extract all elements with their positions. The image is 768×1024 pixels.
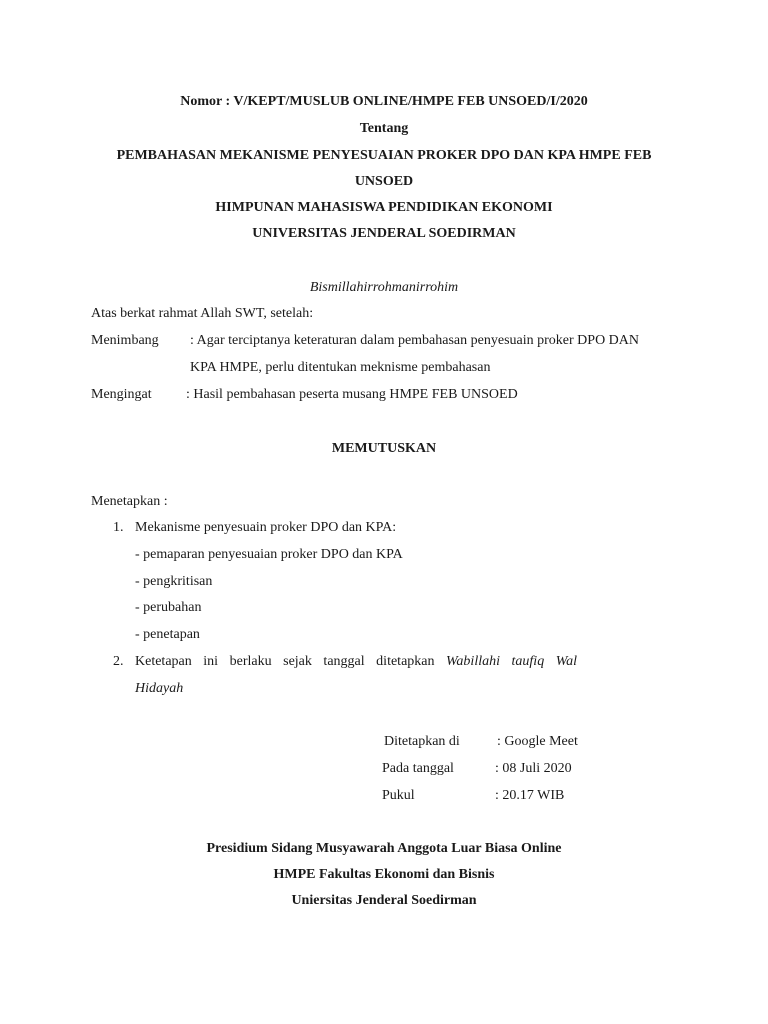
detail-label: Pukul — [382, 788, 415, 803]
list-item: - perubahan — [135, 600, 202, 615]
mengingat-label: Mengingat — [91, 387, 152, 402]
mengingat-text: : Hasil pembahasan peserta musang HMPE FEB UNSOED — [186, 387, 518, 402]
intro-text: Atas berkat rahmat Allah SWT, setelah: — [91, 306, 314, 321]
detail-label: Pada tanggal — [382, 761, 454, 776]
memutuskan-heading: MEMUTUSKAN — [331, 441, 437, 456]
signatory-line-1: Presidium Sidang Musyawarah Anggota Luar Biasa Online — [206, 841, 562, 856]
list-item: - pemaparan penyesuaian proker DPO dan KPA — [135, 547, 403, 562]
signatory-line-2: HMPE Fakultas Ekonomi dan Bisnis — [273, 867, 495, 882]
menimbang-label: Menimbang — [91, 333, 159, 348]
tentang-label: Tentang — [359, 121, 409, 136]
list-item: - pengkritisan — [135, 574, 213, 589]
bismillah: Bismillahirrohmanirrohim — [309, 280, 459, 295]
subject-line-2: UNSOED — [354, 174, 414, 189]
item-2-plain-text: Ketetapan ini berlaku sejak tanggal ditetapkan — [135, 654, 435, 669]
subject-line-1: PEMBAHASAN MEKANISME PENYESUAIAN PROKER DPO DAN KPA HMPE FEB — [116, 148, 652, 163]
detail-label: Ditetapkan di — [384, 734, 460, 749]
org-line-1: HIMPUNAN MAHASISWA PENDIDIKAN EKONOMI — [215, 200, 553, 215]
item-1-number: 1. — [113, 520, 124, 535]
menimbang-text-2: KPA HMPE, perlu ditentukan meknisme pembahasan — [190, 360, 491, 375]
detail-value: : 08 Juli 2020 — [495, 761, 572, 776]
menimbang-text-1: : Agar terciptanya keteraturan dalam pembahasan penyesuain proker DPO DAN — [190, 333, 640, 348]
signatory-line-3: Uniersitas Jenderal Soedirman — [291, 893, 477, 908]
item-2-text — [135, 654, 577, 670]
detail-value: : 20.17 WIB — [495, 788, 565, 803]
item-2-italic-text: Wabillahi taufiq Wal — [446, 654, 577, 669]
item-2-number: 2. — [113, 654, 124, 669]
detail-value: : Google Meet — [497, 734, 578, 749]
item-2-italic-continuation: Hidayah — [135, 681, 184, 696]
item-1-text: Mekanisme penyesuain proker DPO dan KPA: — [135, 520, 397, 535]
decree-number: Nomor : V/KEPT/MUSLUB ONLINE/HMPE FEB UNSOED/I/2020 — [180, 94, 588, 109]
menetapkan-label: Menetapkan : — [91, 494, 168, 509]
org-line-2: UNIVERSITAS JENDERAL SOEDIRMAN — [252, 226, 516, 241]
list-item: - penetapan — [135, 627, 200, 642]
